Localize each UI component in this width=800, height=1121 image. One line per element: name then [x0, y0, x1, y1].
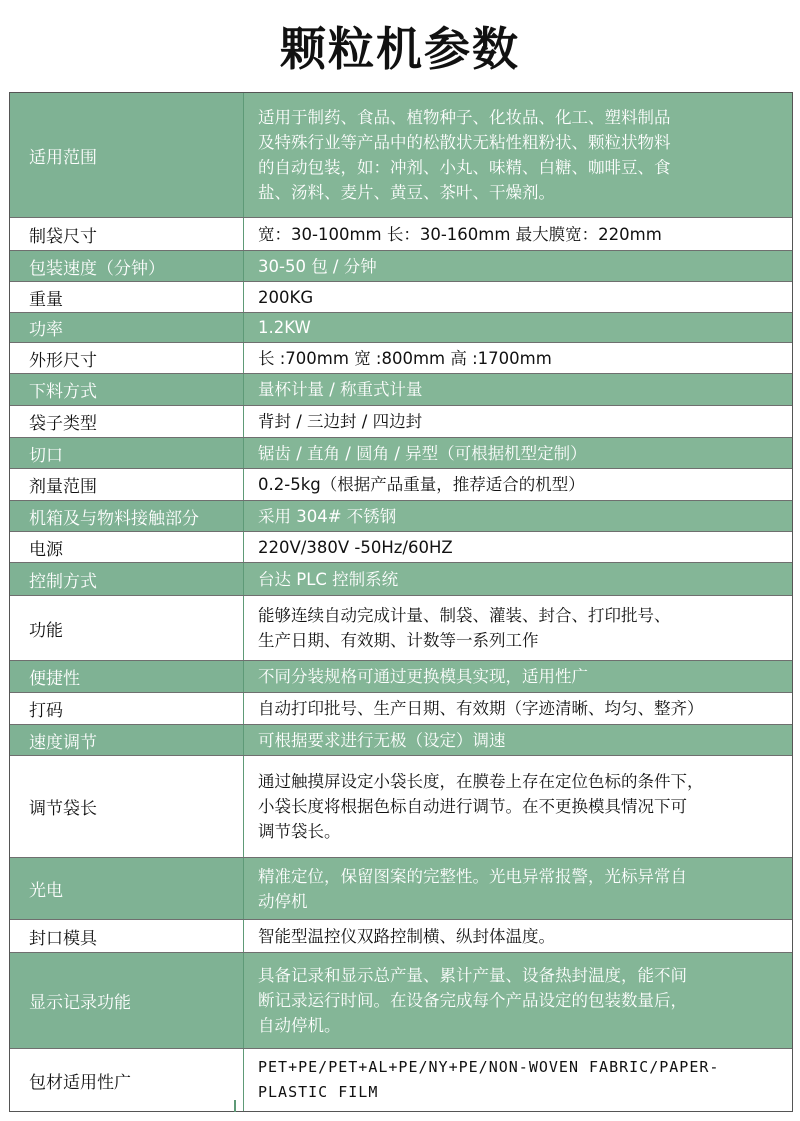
table-row	[10, 438, 792, 469]
table-row	[10, 501, 792, 532]
row-value: 30-50 包 / 分钟	[243, 251, 792, 281]
row-value: 可根据要求进行无极（设定）调速	[243, 725, 792, 755]
row-label: 下料方式	[10, 374, 243, 405]
table-row	[10, 563, 792, 596]
table-row	[10, 661, 792, 693]
row-value: PET+PE/PET+AL+PE/NY+PE/NON-WOVEN FABRIC/PAPER- PLASTIC FILM	[243, 1049, 792, 1111]
row-label: 速度调节	[10, 725, 243, 755]
row-label: 剂量范围	[10, 469, 243, 500]
row-label: 外形尺寸	[10, 343, 243, 373]
row-label: 封口模具	[10, 920, 243, 952]
row-value: 锯齿 / 直角 / 圆角 / 异型（可根据机型定制）	[243, 438, 792, 468]
row-value: 台达 PLC 控制系统	[243, 563, 792, 595]
table-row	[10, 1049, 792, 1111]
row-value: 适用于制药、食品、植物种子、化妆品、化工、塑料制品 及特殊行业等产品中的松散状无粘性粗粉状、颗粒状物料 的自动包装，如：冲剂、小丸、味精、白糖、咖啡豆、食 盐、汤料、麦片、黄豆、茶叶、干燥剂。	[243, 93, 792, 217]
row-label: 显示记录功能	[10, 953, 243, 1048]
row-value: 智能型温控仪双路控制横、纵封体温度。	[243, 920, 792, 952]
row-label: 切口	[10, 438, 243, 468]
row-label: 功率	[10, 313, 243, 342]
row-value: 1.2KW	[243, 313, 792, 342]
table-row	[10, 596, 792, 661]
row-value: 自动打印批号、生产日期、有效期（字迹清晰、均匀、整齐）	[243, 693, 792, 724]
row-label: 功能	[10, 596, 243, 660]
table-row	[10, 343, 792, 374]
row-value: 能够连续自动完成计量、制袋、灌装、封合、打印批号、 生产日期、有效期、计数等一系列工作	[243, 596, 792, 660]
table-row	[10, 469, 792, 501]
row-label: 包装速度（分钟）	[10, 251, 243, 281]
row-label: 重量	[10, 282, 243, 312]
row-value: 背封 / 三边封 / 四边封	[243, 406, 792, 437]
row-label: 便捷性	[10, 661, 243, 692]
row-label: 机箱及与物料接触部分	[10, 501, 243, 531]
table-row	[10, 693, 792, 725]
table-row	[10, 282, 792, 313]
row-label: 制袋尺寸	[10, 218, 243, 250]
table-row	[10, 756, 792, 858]
table-row	[10, 406, 792, 438]
row-value: 精准定位，保留图案的完整性。光电异常报警，光标异常自 动停机	[243, 858, 792, 919]
row-value: 200KG	[243, 282, 792, 312]
table-row	[10, 251, 792, 282]
row-value: 0.2-5kg（根据产品重量，推荐适合的机型）	[243, 469, 792, 500]
row-value: 具备记录和显示总产量、累计产量、设备热封温度，能不间 断记录运行时间。在设备完成每个产品设定的包装数量后， 自动停机。	[243, 953, 792, 1048]
row-label: 袋子类型	[10, 406, 243, 437]
row-label: 控制方式	[10, 563, 243, 595]
row-value: 不同分装规格可通过更换模具实现，适用性广	[243, 661, 792, 692]
row-value: 长 :700mm 宽 :800mm 高 :1700mm	[243, 343, 792, 373]
row-label: 打码	[10, 693, 243, 724]
table-row	[10, 920, 792, 953]
page-title: 颗粒机参数	[280, 22, 520, 76]
table-row	[10, 725, 792, 756]
table-row	[10, 313, 792, 343]
row-label: 光电	[10, 858, 243, 919]
row-value: 通过触摸屏设定小袋长度，在膜卷上存在定位色标的条件下， 小袋长度将根据色标自动进行调节。在不更换模具情况下可 调节袋长。	[243, 756, 792, 857]
row-label: 调节袋长	[10, 756, 243, 857]
row-value: 采用 304# 不锈钢	[243, 501, 792, 531]
table-row	[10, 218, 792, 251]
row-label: 适用范围	[10, 93, 243, 217]
table-row	[10, 374, 792, 406]
table-edge-mark	[234, 1100, 236, 1112]
row-label: 包材适用性广	[10, 1049, 243, 1111]
table-row	[10, 953, 792, 1049]
row-value: 宽：30-100mm 长：30-160mm 最大膜宽：220mm	[243, 218, 792, 250]
row-value: 220V/380V -50Hz/60HZ	[243, 532, 792, 562]
row-label: 电源	[10, 532, 243, 562]
table-row	[10, 532, 792, 563]
spec-table	[9, 92, 793, 1112]
table-row	[10, 93, 792, 218]
row-value: 量杯计量 / 称重式计量	[243, 374, 792, 405]
table-row	[10, 858, 792, 920]
